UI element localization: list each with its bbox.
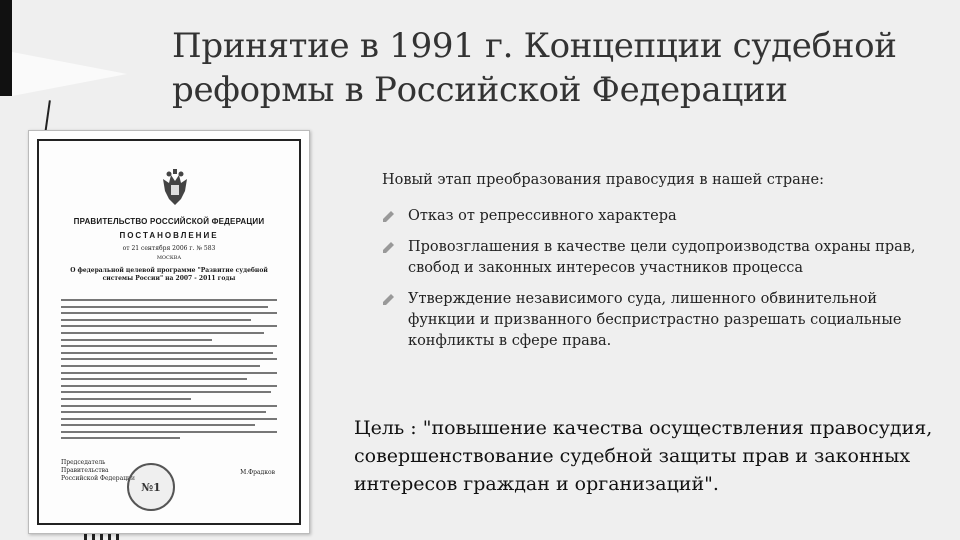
left-decor-arrow	[12, 52, 127, 96]
bullet-text: Утверждение независимого суда, лишенного обвинительной функции и призванного беспристрастно разрешать социальные конфликты в сфере права.	[408, 291, 902, 349]
document-body-text	[61, 299, 277, 444]
document-frame	[37, 139, 301, 525]
document-government: ПРАВИТЕЛЬСТВО РОССИЙСКОЙ ФЕДЕРАЦИИ	[73, 217, 265, 226]
bullet-list	[382, 206, 942, 362]
bullet-text: Провозглашения в качестве цели судопроизводства охраны прав, свобод и законных интересов участников процесса	[408, 239, 916, 276]
document-signer: М.Фрадков	[240, 469, 275, 476]
pencil-bullet-icon	[382, 209, 396, 223]
bullet-text: Отказ от репрессивного характера	[408, 208, 677, 224]
document-city: МОСКВА	[156, 255, 182, 261]
slide-title: Принятие в 1991 г. Концепции судебной реформы в Российской Федерации	[172, 26, 897, 110]
bullet-item	[382, 206, 942, 227]
pencil-bullet-icon	[382, 240, 396, 254]
document-type: ПОСТАНОВЛЕНИЕ	[119, 231, 219, 240]
document-image	[28, 130, 310, 534]
seal-stamp: №1	[127, 463, 175, 511]
pencil-bullet-icon	[382, 292, 396, 306]
intro-text: Новый этап преобразования правосудия в нашей стране:	[382, 172, 824, 188]
bullet-item	[382, 237, 942, 279]
coat-of-arms-icon	[159, 169, 191, 207]
document-signature-title: Председатель Правительства Российской Федерации	[61, 459, 136, 482]
document-date: от 21 сентября 2006 г. № 583	[122, 245, 216, 252]
goal-text: Цель : "повышение качества осуществления правосудия, совершенствование судебной защиты прав и законных интересов граждан и организаций".	[354, 417, 933, 495]
left-decor-bar	[0, 0, 12, 96]
bullet-item	[382, 289, 942, 352]
document-heading: О федеральной целевой программе "Развитие судебной системы России" на 2007 - 2011 годы	[70, 267, 268, 282]
